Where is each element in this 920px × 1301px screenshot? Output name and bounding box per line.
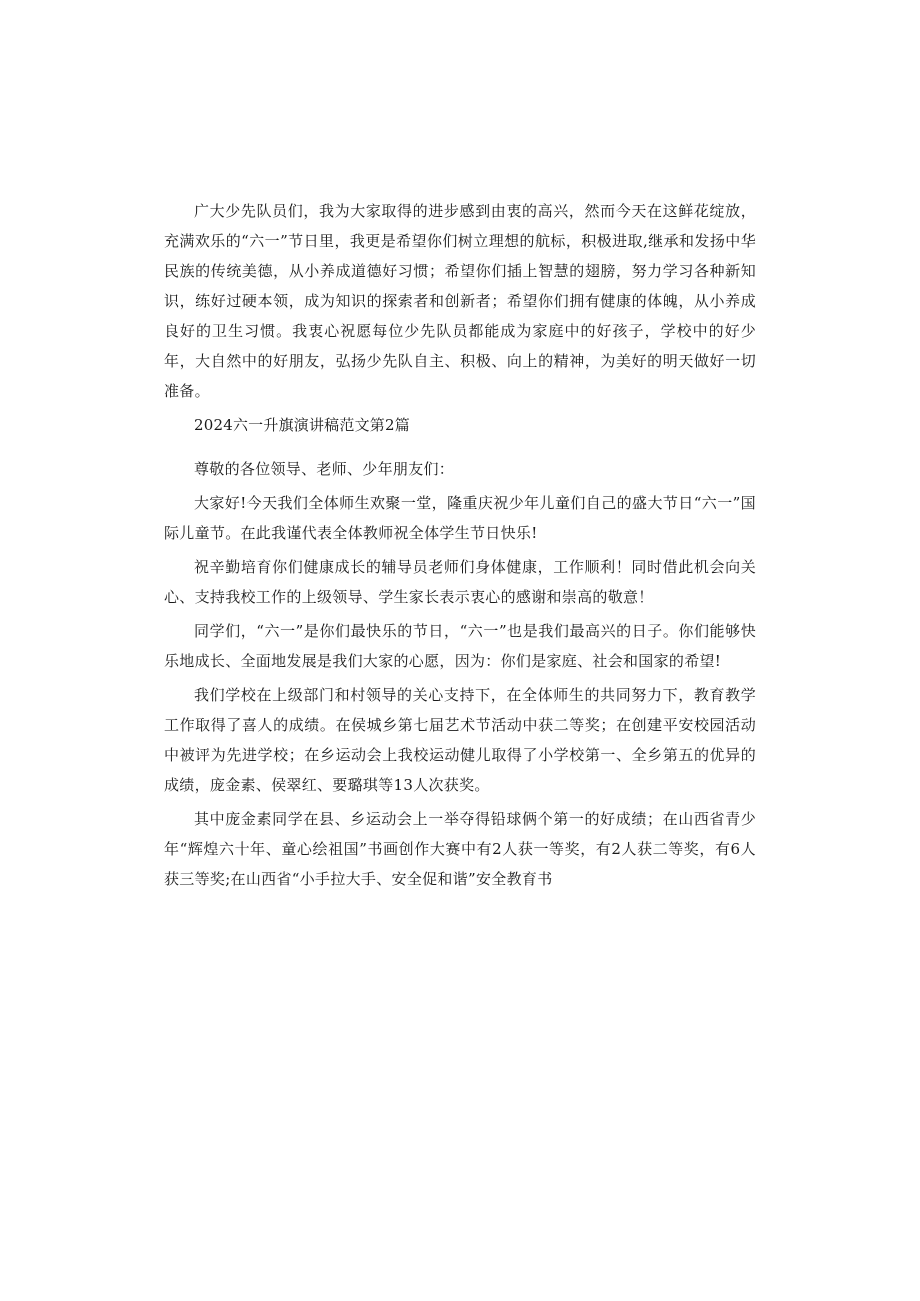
students-paragraph: 同学们，“六一”是你们最快乐的节日，“六一”也是我们最高兴的日子。你们能够快乐地成长、全面地发展是我们大家的心愿，因为：你们是家庭、社会和国家的希望! (164, 622, 756, 670)
awards-paragraph: 其中庞金素同学在县、乡运动会上一举夺得铅球俩个第一的好成绩；在山西省青少年“辉煌六十年、童心绘祖国”书画创作大赛中有2人获一等奖，有2人获二等奖，有6人获三等奖;在山西省“小手拉大手、安全促和谐”安全教育书 (164, 810, 756, 888)
intro-paragraph: 广大少先队员们，我为大家取得的进步感到由衷的高兴，然而今天在这鲜花绽放，充满欢乐的“六一”节日里，我更是希望你们树立理想的航标，积极进取,继承和发扬中华民族的传统美德，从小养成道德好习惯；希望你们插上智慧的翅膀，努力学习各种新知识，练好过硬本领，成为知识的探索者和创新者；希望你们拥有健康的体魄，从小养成良好的卫生习惯。我衷心祝愿每位少先队员都能成为家庭中的好孩子，学校中的好少年，大自然中的好朋友，弘扬少先队自主、积极、向上的精神，为美好的明天做好一切准备。 (164, 202, 756, 400)
section-title: 2024六一升旗演讲稿范文第2篇 (194, 416, 410, 434)
greeting-paragraph: 大家好!今天我们全体师生欢聚一堂，隆重庆祝少年儿童们自己的盛大节日“六一”国际儿童节。在此我谨代表全体教师祝全体学生节日快乐! (164, 494, 756, 542)
document-page (164, 196, 756, 894)
salutation-paragraph: 尊敬的各位领导、老师、少年朋友们： (194, 460, 455, 478)
thanks-paragraph: 祝辛勤培育你们健康成长的辅导员老师们身体健康，工作顺利！同时借此机会向关心、支持我校工作的上级领导、学生家长表示衷心的感谢和崇高的敬意！ (164, 558, 756, 606)
achievements-paragraph: 我们学校在上级部门和村领导的关心支持下，在全体师生的共同努力下，教育教学工作取得了喜人的成绩。在侯城乡第七届艺术节活动中获二等奖；在创建平安校园活动中被评为先进学校；在乡运动会上我校运动健儿取得了小学校第一、全乡第五的优异的成绩，庞金素、侯翠红、要璐琪等13人次获奖。 (164, 686, 756, 794)
